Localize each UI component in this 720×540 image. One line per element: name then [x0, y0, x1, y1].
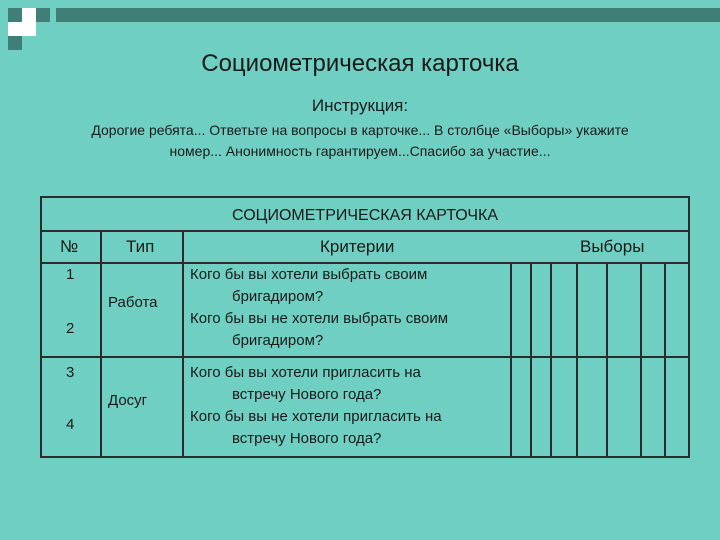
decor-square — [8, 8, 22, 22]
decor-square — [8, 36, 22, 50]
column-divider — [664, 262, 666, 456]
decor-square — [36, 8, 50, 22]
decor-square — [8, 22, 22, 36]
row-type: Работа — [108, 294, 158, 311]
column-divider — [510, 262, 512, 456]
column-header-criteria: Критерии — [320, 237, 395, 256]
row-number: 2 — [66, 320, 75, 337]
instruction-heading: Инструкция: — [311, 96, 409, 115]
row-divider — [42, 356, 688, 358]
column-header-choices: Выборы — [580, 237, 645, 256]
decor-square — [22, 8, 36, 22]
row-number: 4 — [66, 416, 75, 433]
column-divider — [550, 262, 552, 456]
instruction-line: Дорогие ребята... Ответьте на вопросы в карточке... В столбце «Выборы» укажите — [91, 122, 629, 138]
row-type: Досуг — [108, 392, 148, 409]
column-header-number: № — [60, 237, 79, 256]
decor-square — [22, 22, 36, 36]
row-number: 1 — [66, 266, 75, 283]
column-divider — [530, 262, 532, 456]
page-title: Социометрическая карточка — [201, 50, 519, 77]
column-divider — [640, 262, 642, 456]
column-divider — [606, 262, 608, 456]
instruction-text — [30, 120, 690, 162]
sociometric-card — [40, 196, 690, 458]
instruction-line: номер... Анонимность гарантируем...Спасибо за участие... — [169, 143, 551, 159]
column-divider — [576, 262, 578, 456]
column-header-type: Тип — [126, 237, 155, 256]
criterion-text: Кого бы вы хотели пригласить на встречу Нового года? Кого бы вы не хотели пригласить на встречу Нового года? — [190, 364, 442, 447]
card-heading: СОЦИОМЕТРИЧЕСКАЯ КАРТОЧКА — [42, 198, 688, 232]
decor-top-bar — [56, 8, 720, 22]
row-number: 3 — [66, 364, 75, 381]
criterion-text: Кого бы вы хотели выбрать своим бригадиром? Кого бы вы не хотели выбрать своим бригадиром? — [190, 266, 449, 349]
